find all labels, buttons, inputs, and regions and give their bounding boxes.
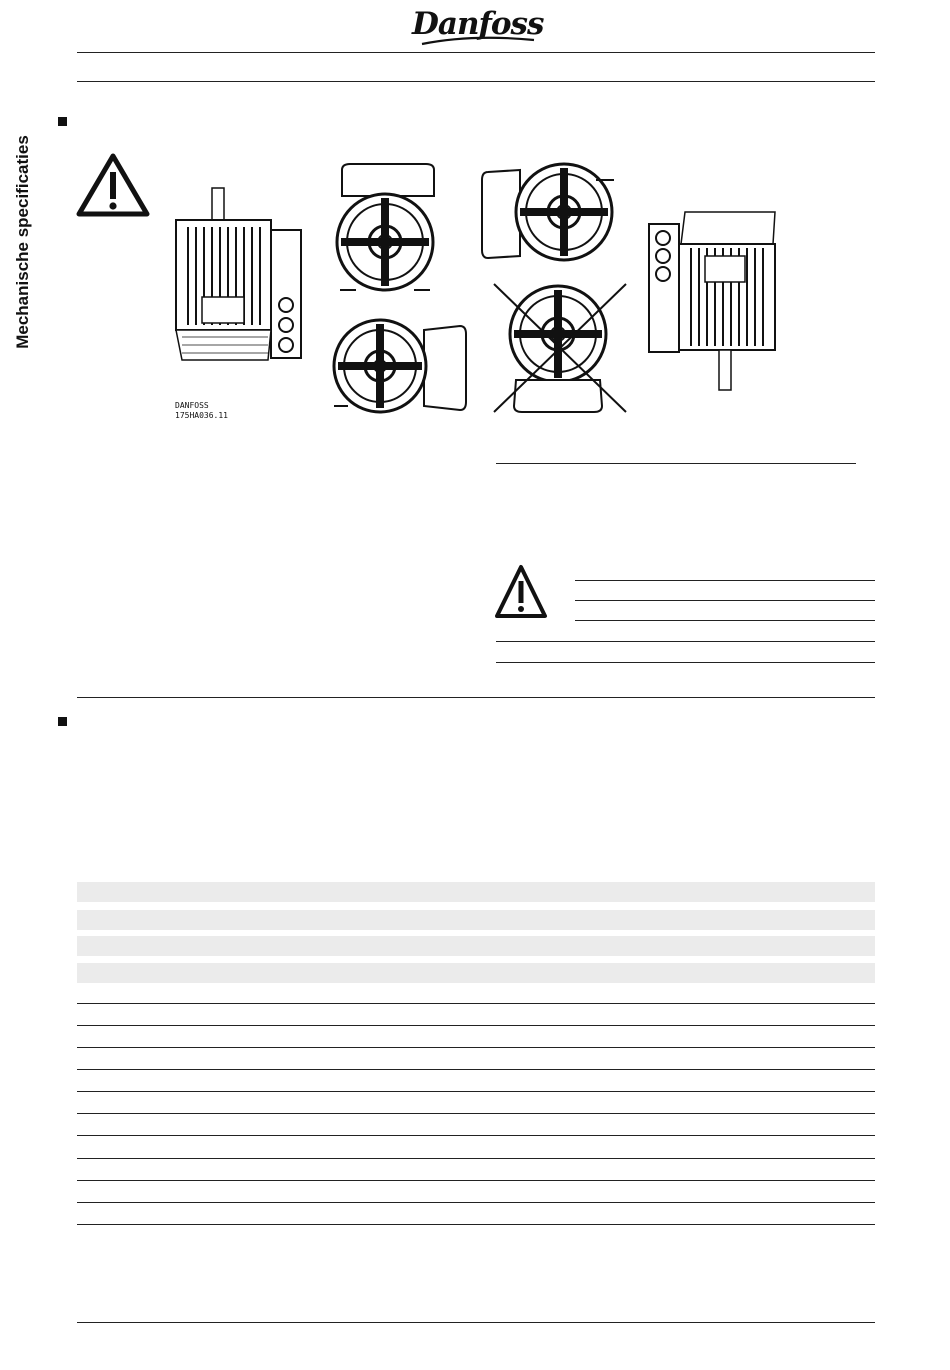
warning-rule-4 — [496, 641, 875, 642]
table-row-rule — [77, 1158, 875, 1159]
section-divider — [77, 697, 875, 698]
table-row-rule — [77, 1202, 875, 1203]
warning-rule-3 — [575, 620, 875, 621]
header-rule-bottom — [77, 81, 875, 82]
table-row-rule — [77, 1135, 875, 1136]
motor-front-view-box-left — [482, 160, 622, 270]
table-row-rule — [77, 1224, 875, 1225]
table-row-rule — [77, 1091, 875, 1092]
table-row-rule — [77, 1113, 875, 1114]
table-row-rule — [77, 1025, 875, 1026]
logo-underline — [412, 4, 542, 52]
motor-front-view-box-bottom-crossed — [490, 282, 630, 414]
figure-code-line-2: 175HA036.11 — [175, 411, 228, 420]
table-header-band — [77, 910, 875, 930]
figure-code-line-1: DANFOSS — [175, 401, 209, 410]
danfoss-logo — [412, 4, 542, 52]
warning-rule-5 — [496, 662, 875, 663]
warning-rule-2 — [575, 600, 875, 601]
side-tab-label: Mechanische specificaties — [13, 135, 33, 349]
motor-side-view-shaft-up — [168, 185, 308, 365]
section-bullet-icon — [58, 717, 67, 726]
table-row-rule — [77, 1180, 875, 1181]
warning-rule-1 — [575, 580, 875, 581]
section-bullet-icon — [58, 117, 67, 126]
figure-code — [175, 401, 228, 421]
motor-side-view-shaft-down — [645, 208, 785, 393]
footer-rule — [77, 1322, 875, 1323]
table-header-band — [77, 882, 875, 902]
note-rule — [496, 463, 856, 464]
motor-front-view-box-top — [330, 162, 440, 298]
table-row-rule — [77, 1003, 875, 1004]
header-rule-top — [77, 52, 875, 53]
logo-wordmark: Danfoss — [412, 6, 544, 42]
motor-front-view-box-right — [328, 318, 468, 418]
table-header-band — [77, 963, 875, 983]
table-row-rule — [77, 1047, 875, 1048]
table-row-rule — [77, 1069, 875, 1070]
table-header-band — [77, 936, 875, 956]
side-tab — [6, 112, 40, 372]
warning-triangle-small-icon — [494, 564, 548, 620]
warning-triangle-icon — [76, 153, 150, 217]
